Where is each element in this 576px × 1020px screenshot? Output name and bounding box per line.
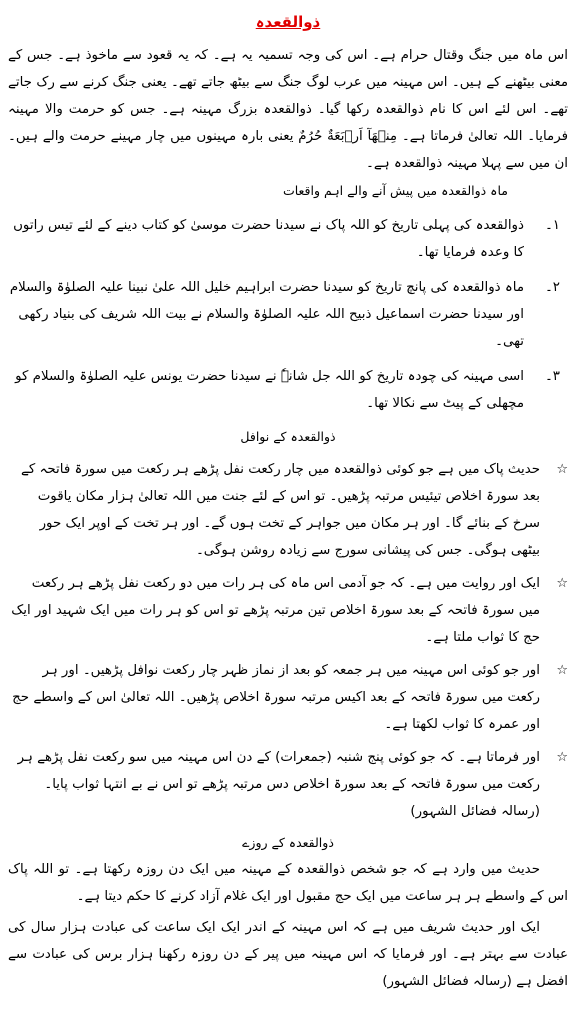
event-text: اسی مہینہ کی چودہ تاریخ کو اللہ جل شانہٗ نے سیدنا حضرت یونس علیہ الصلوٰۃ والسلام کو مچھلی کے پیٹ سے نکالا تھا۔ [15, 369, 524, 411]
star-icon: ☆ [556, 576, 568, 591]
nawafil-item [8, 456, 568, 564]
nawafil-item [8, 657, 568, 738]
event-number: ۳۔ [544, 369, 560, 384]
nawafil-text: اور جو کوئی اس مہینہ میں ہر جمعہ کو بعد از نماز ظہر چار رکعت نوافل پڑھیں۔ اور ہر رکعت میں سورۃ فاتحہ کے بعد اکیس مرتبہ سورۃ اخلاص پڑھیں۔ اللہ تعالیٰ اس کے واسطے حج اور عمرہ کا ثواب لکھتا ہے۔ [12, 663, 540, 732]
star-icon: ☆ [556, 462, 568, 477]
nawafil-item [8, 570, 568, 651]
event-item [8, 363, 568, 417]
source-reference: (رسالہ فضائل الشہور) [382, 974, 512, 989]
fasting-paragraph: حدیث میں وارد ہے کہ جو شخص ذوالقعدہ کے مہینہ میں ایک دن روزہ رکھتا ہے۔ تو اللہ پاک اس کے واسطے ہر ہر ساعت میں ایک حج مقبول اور ایک غلام آزاد کرنے کا حکم دیتا ہے۔ [8, 862, 568, 904]
star-icon: ☆ [556, 750, 568, 765]
event-number: ۲۔ [544, 280, 560, 295]
star-icon: ☆ [556, 663, 568, 678]
nawafil-text: ایک اور روایت میں ہے۔ کہ جو آدمی اس ماہ کی ہر رات میں دو رکعت نفل پڑھے ہر رکعت میں سورۃ فاتحہ کے بعد سورۃ اخلاص تین مرتبہ پڑھے تو اس کو ہر رات میں ایک شہید اور ایک حج کا ثواب ملتا ہے۔ [11, 576, 540, 645]
nawafil-heading: ذوالقعدہ کے نوافل [240, 429, 336, 444]
page-title: ذوالقعدہ [255, 13, 321, 31]
source-reference: (رسالہ فضائل الشہور) [410, 804, 540, 819]
intro-paragraph: اس ماہ میں جنگ وقتال حرام ہے۔ اس کی وجہ تسمیہ یہ ہے۔ کہ یہ قعود سے ماخوذ ہے۔ جس کے معنی بیٹھنے کے ہیں۔ اس مہینہ میں عرب لوگ جنگ سے بیٹھ جاتے تھے۔ یعنی جنگ کرنے سے رک جاتے تھے۔ اس لئے اس کا نام ذوالقعدہ رکھا گیا۔ ذوالقعدہ بزرگ مہینہ ہے۔ جس کو حرمت والا مہینہ فرمایا۔ اللہ تعالیٰ فرماتا ہے۔ مِنۡهَآ اَرۡبَعَةٌ حُرُمٌ یعنی بارہ مہینوں میں چار مہینے حرمت والے ہیں۔ ان میں سے پہلا مہینہ ذوالقعدہ ہے۔ [8, 48, 568, 171]
events-heading: ماہ ذوالقعدہ میں پیش آنے والے اہم واقعات [282, 183, 508, 198]
fasting-paragraph [8, 914, 568, 995]
nawafil-text: اور فرماتا ہے۔ کہ جو کوئی پنج شنبہ (جمعرات) کے دن اس مہینہ میں سو رکعت نفل پڑھے ہر رکعت میں سورۃ فاتحہ کے بعد سورۃ اخلاص دس مرتبہ پڑھے تو اس نے بے انتہا ثواب پایا۔ [17, 750, 540, 792]
nawafil-text: حدیث پاک میں ہے جو کوئی ذوالقعدہ میں چار رکعت نفل پڑھے ہر رکعت میں سورۃ فاتحہ کے بعد سورۃ اخلاص تیئیس مرتبہ پڑھیں۔ تو اس کے لئے جنت میں اللہ تعالیٰ ہزار مکان یاقوت سرخ کے بنائے گا۔ اور ہر مکان میں جواہر کے تخت ہوں گے۔ اور ہر تخت کے اوپر ایک حور بیٹھی ہوگی۔ جس کی پیشانی سورج سے زیادہ روشن ہوگی۔ [21, 462, 540, 558]
event-text: ذوالقعدہ کی پہلی تاریخ کو اللہ پاک نے سیدنا حضرت موسیٰ کو کتاب دینے کے لئے تیس راتوں کا وعدہ فرمایا تھا۔ [13, 218, 524, 260]
event-item [8, 212, 568, 266]
fasting-text: ایک اور حدیث شریف میں ہے کہ اس مہینہ کے اندر ایک ایک ساعت کی عبادت ہزار سال کی عبادت سے بہتر ہے۔ اور فرمایا کہ اس مہینہ میں پیر کے دن روزہ رکھنا ہزار برس کی عبادت سے افضل ہے [8, 920, 568, 989]
event-number: ۱۔ [544, 218, 560, 233]
event-text: ماہ ذوالقعدہ کی پانچ تاریخ کو سیدنا حضرت ابراہیم خلیل اللہ علیٰ نبینا علیہ الصلوٰۃ والسلام اور سیدنا حضرت اسماعیل ذبیح اللہ علیہ الصلوٰۃ والسلام نے بیت اللہ شریف کی بنیاد رکھی تھی۔ [9, 280, 524, 349]
fasting-heading: ذوالقعدہ کے روزے [242, 835, 334, 850]
event-item [8, 274, 568, 355]
nawafil-item [8, 744, 568, 825]
